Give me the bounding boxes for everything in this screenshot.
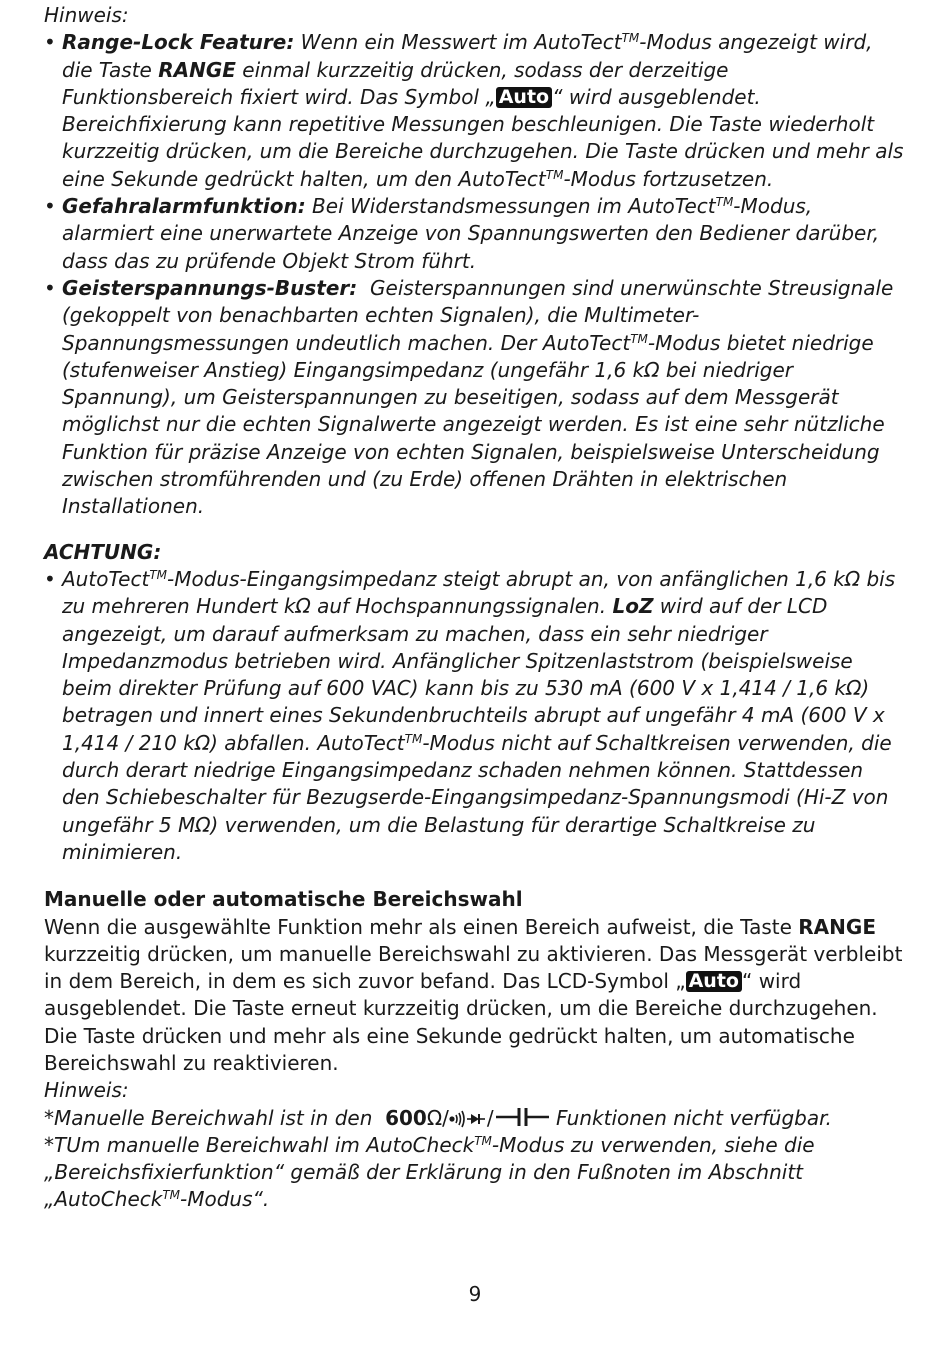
text: Wenn die ausgewählte Funktion mehr als einen Bereich aufweist, die Taste (44, 914, 799, 939)
note-manual-unavailable (44, 1105, 904, 1132)
trademark: TM (715, 195, 734, 210)
ghost-voltage-label: Geisterspannungs-Buster: (62, 275, 358, 300)
text: *Manuelle Bereichwahl ist in den (44, 1105, 386, 1130)
text: -Modus-Eingangsimpedanz steigt abrupt an, von anfänglichen 1,6 kΩ bis zu mehreren Hundert kΩ auf Hochspannungssignalen. (62, 566, 896, 619)
manual-range-paragraph (44, 914, 904, 1078)
note-heading: Hinweis: (44, 1078, 129, 1103)
feature-list (44, 29, 904, 520)
trademark: TM (630, 331, 648, 346)
ohm-range-value: 600 (385, 1105, 427, 1130)
trademark: TM (474, 1133, 492, 1148)
slash: / (486, 1105, 494, 1130)
auto-symbol: Auto (686, 971, 742, 992)
range-lock-label: Range-Lock Feature: (62, 30, 295, 55)
text: Geisterspannungen sind unerwünschte Streusignale (gekoppelt von benachbarten echten Signalen), die Multimeter-Spannungsmessungen undeutlich machen. Der AutoTect (62, 275, 900, 355)
range-key: RANGE (158, 57, 236, 82)
caution-item (44, 566, 904, 866)
caution-list (44, 566, 904, 866)
loz-indicator: LoZ (612, 594, 654, 619)
danger-alarm-label: Gefahralarmfunktion: (62, 194, 306, 219)
text: Funktionen nicht verfügbar. (549, 1105, 832, 1130)
text: einmal kurzzeitig drücken, sodass der derzeitige Funktionsbereich fixiert wird. Das Symbol „ (62, 57, 729, 109)
note-autocheck (44, 1132, 904, 1214)
trademark: TM (621, 31, 640, 46)
auto-symbol: Auto (496, 87, 552, 108)
trademark: TM (162, 1188, 181, 1203)
text: -Modus, alarmiert eine unerwartete Anzeige von Spannungswerten den Bediener darüber, dass das zu prüfende Objekt Strom führt. (62, 194, 880, 273)
text: -Modus zu verwenden, siehe die „Bereichsfixierfunktion“ gemäß der Erklärung in den Fußnoten im Abschnitt „AutoCheck (44, 1132, 815, 1212)
text: kurzzeitig drücken, um manuelle Bereichswahl zu aktivieren. Das Messgerät verbleibt in dem Bereich, in dem es sich zuvor befand. Das LCD-Symbol „ (44, 941, 903, 994)
trademark: TM (404, 731, 423, 746)
text: “ wird ausgeblendet. Die Taste erneut kurzzeitig drücken, um die Bereiche durchzugehen. Die Taste drücken und mehr als eine Sekunde gedrückt halten, um automatische Bereichswahl zu reaktivieren. (44, 969, 878, 1075)
text: -Modus fortzusetzen. (563, 166, 774, 191)
text: AutoTect (62, 566, 150, 591)
page-number: 9 (468, 1282, 482, 1306)
text: “ wird ausgeblendet. Bereichfixierung kann repetitive Messungen beschleunigen. Die Taste wiederholt kurzzeitig drücken, um die Bereiche durchzugehen. Die Taste drücken und mehr als eine Sekunde gedrückt halten, um den AutoTect (62, 84, 904, 191)
ghost-voltage-item (44, 275, 904, 521)
danger-alarm-item (44, 193, 904, 275)
text: wird auf der LCD angezeigt, um darauf aufmerksam zu machen, dass ein sehr niedriger Impedanzmodus betrieben wird. Anfänglicher Spitzenlaststrom (beispielsweise beim direkter Prüfung auf 600 VAC) kann bis zu 530 mA (600 V x 1,414 / 1,6 kΩ) betragen und innert eines Sekundenbruchteils abrupt auf ungefähr 4 mA (600 V x 1,414 / 210 kΩ) abfallen. AutoTect (62, 594, 885, 755)
trademark: TM (149, 567, 168, 582)
text: Wenn ein Messwert im AutoTect (294, 30, 622, 55)
text: Bei Widerstandsmessungen im AutoTect (305, 194, 716, 219)
text: -Modus nicht auf Schaltkreisen verwenden, die durch derart niedrige Eingangsimpedanz schaden nehmen können. Stattdessen den Schiebeschalter für Bezugserde-Eingangsimpedanz-Spannungsmodi (Hi-Z von ungefähr 5 MΩ) verwenden, um die Belastung für derartige Schaltkreise zu minimieren. (62, 730, 892, 864)
caution-heading: ACHTUNG: (44, 539, 162, 564)
note-heading: Hinweis: (44, 3, 129, 27)
section-heading: Manuelle oder automatische Bereichswahl (44, 887, 523, 912)
range-lock-item (44, 29, 904, 193)
continuity-icon (449, 1110, 487, 1128)
text: -Modus“. (180, 1187, 270, 1212)
range-key: RANGE (798, 914, 876, 939)
text: -Modus bietet niedrige (stufenweiser Anstieg) Eingangsimpedanz (ungefähr 1,6 kΩ bei niedriger Spannung), um Geisterspannungen zu beseitigen, sodass auf dem Messgerät möglichst nur die echten Signalwerte angezeigt werden. Es ist eine sehr nützliche Funktion für präzise Anzeige von echten Signalen, beispielsweise Unterscheidung zwischen stromführenden und (zu Erde) offenen Drähten in elektrischen Installationen. (62, 330, 885, 519)
trademark: TM (545, 167, 564, 182)
capacitor-icon (494, 1106, 550, 1128)
text: *TUm manuelle Bereichwahl im AutoCheck (44, 1132, 475, 1157)
manual-page (44, 2, 904, 1214)
text: -Modus angezeigt wird, die Taste (62, 30, 873, 82)
ohm-unit: Ω/ (426, 1105, 449, 1130)
